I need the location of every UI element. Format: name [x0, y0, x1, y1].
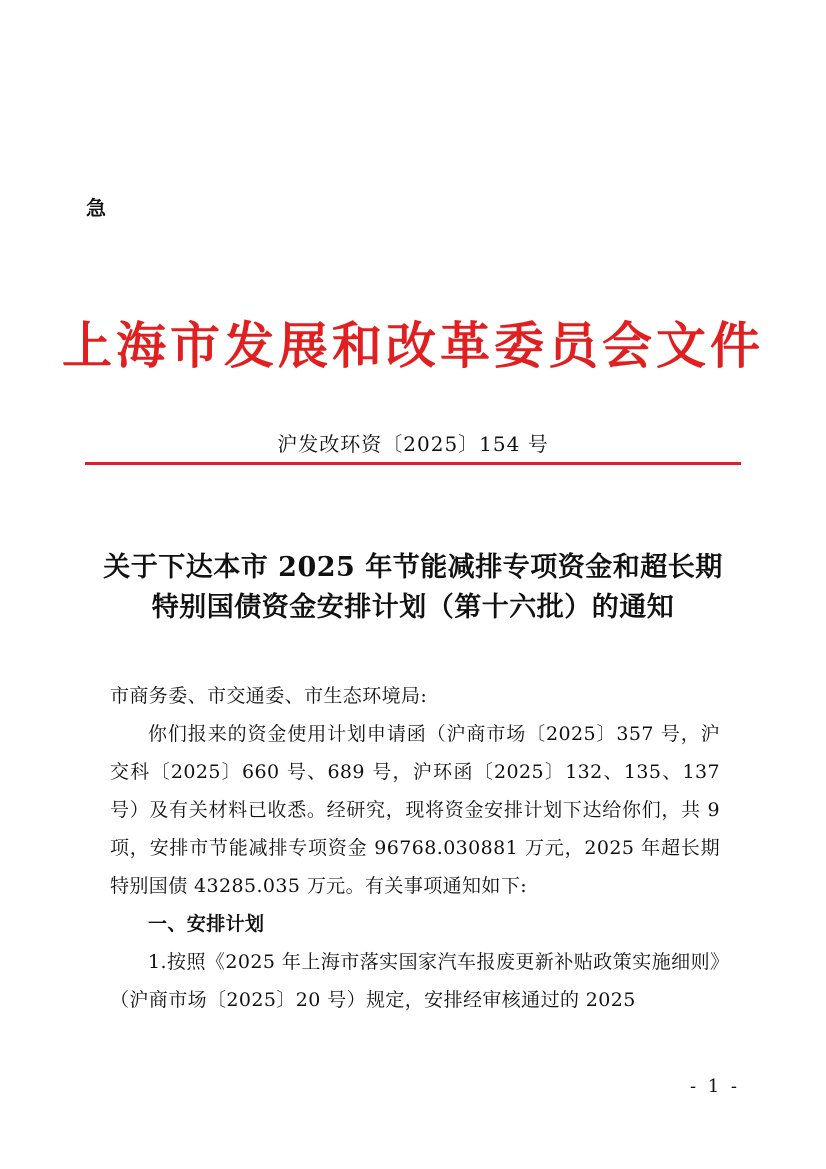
header-divider — [85, 462, 741, 465]
section-heading-1: 一、安排计划 — [148, 913, 265, 935]
document-body — [110, 677, 720, 1019]
addressee: 市商务委、市交通委、市生态环境局: — [110, 685, 428, 707]
issuer-header: 上海市发展和改革委员会文件 — [62, 316, 764, 375]
body-paragraph-2: 1.按照《2025 年上海市落实国家汽车报废更新补贴政策实施细则》（沪商市场〔2025〕20 号）规定，安排经审核通过的 2025 — [110, 951, 720, 1011]
title-line-2: 特别国债资金安排计划（第十六批）的通知 — [151, 592, 675, 623]
document-title — [60, 548, 766, 628]
title-line-1: 关于下达本市 2025 年节能减排专项资金和超长期 — [103, 552, 723, 583]
document-number: 沪发改环资〔2025〕154 号 — [277, 432, 549, 456]
page-number: - 1 - — [689, 1076, 740, 1097]
urgency-marker: 急 — [86, 196, 106, 220]
body-paragraph-1: 你们报来的资金使用计划申请函（沪商市场〔2025〕357 号，沪交科〔2025〕660 号、689 号，沪环函〔2025〕132、135、137 号）及有关材料已收悉。经研究，现将资金安排计划下达给你们，共 9 项，安排市节能减排专项资金 96768.030881 万元，2025 年超长期特别国债 43285.035 万元。有关事项通知如下: — [110, 723, 720, 897]
